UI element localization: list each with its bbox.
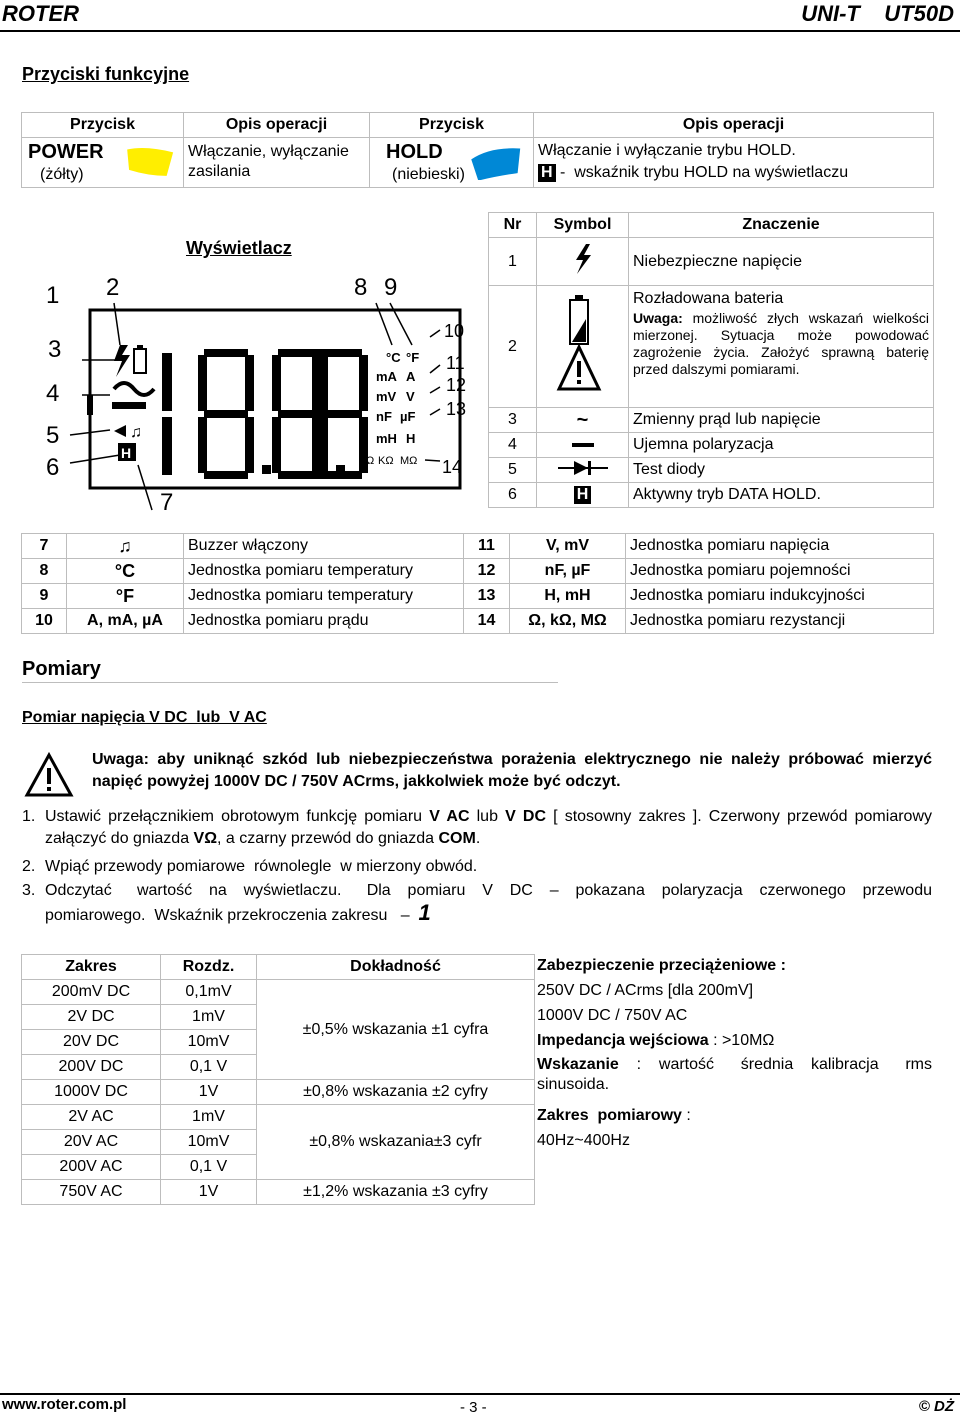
svg-text:°F: °F bbox=[406, 350, 420, 365]
protection-block bbox=[537, 955, 937, 1155]
impedance-line bbox=[537, 1030, 932, 1055]
table-cell: 5 bbox=[489, 458, 537, 483]
table-cell: 0,1mV bbox=[161, 980, 257, 1005]
table-cell: 6 bbox=[489, 483, 537, 508]
yellow-button-icon bbox=[122, 146, 178, 178]
power-button-color: (żółty) bbox=[40, 166, 84, 183]
text: lub bbox=[469, 808, 506, 825]
battery-warning-icons bbox=[537, 286, 629, 408]
text: COM bbox=[438, 830, 476, 847]
col-header: Rozdz. bbox=[161, 955, 257, 980]
table-cell: nF, µF bbox=[510, 559, 626, 584]
measurements-title: Pomiary bbox=[22, 658, 101, 680]
table-cell: 750V AC bbox=[22, 1180, 161, 1205]
svg-text:mH: mH bbox=[376, 431, 397, 446]
table-cell: Jednostka pomiaru temperatury bbox=[184, 584, 464, 609]
protection-line: 1000V DC / 750V AC bbox=[537, 1007, 688, 1024]
svg-text:A: A bbox=[406, 369, 416, 384]
svg-text:MΩ: MΩ bbox=[400, 455, 418, 467]
table-cell: 4 bbox=[489, 433, 537, 458]
text: Impedancja wejściowa bbox=[537, 1032, 709, 1049]
table-cell: H, mH bbox=[510, 584, 626, 609]
power-button-name: POWER bbox=[28, 141, 104, 163]
battery-meaning: Rozładowana bateria bbox=[633, 290, 784, 307]
table-cell: 200V AC bbox=[22, 1155, 161, 1180]
table-cell: 10mV bbox=[161, 1030, 257, 1055]
table-cell: Test diody bbox=[629, 458, 934, 483]
hold-h-icon: H bbox=[538, 164, 556, 182]
table-cell: 0,1 V bbox=[161, 1155, 257, 1180]
hold-desc-cell bbox=[534, 138, 934, 188]
overrange-indicator: 1 bbox=[418, 900, 431, 925]
svg-text:V: V bbox=[406, 389, 415, 404]
table-cell: Jednostka pomiaru napięcia bbox=[626, 534, 934, 559]
hold-button-color: (niebieski) bbox=[392, 166, 465, 183]
text: Wskazanie bbox=[537, 1056, 619, 1073]
divider bbox=[22, 682, 558, 683]
svg-text:8: 8 bbox=[354, 274, 368, 301]
col-header: Nr bbox=[489, 213, 537, 238]
table-cell: 1 bbox=[489, 238, 537, 286]
table-cell: 2 bbox=[489, 286, 537, 408]
battery-warning bbox=[633, 310, 929, 378]
table-cell: Niebezpieczne napięcie bbox=[629, 238, 934, 286]
table-cell: 0,1 V bbox=[161, 1055, 257, 1080]
table-cell: ±1,2% wskazania ±3 cyfry bbox=[257, 1180, 535, 1205]
blue-button-icon bbox=[466, 146, 526, 180]
diode-icon bbox=[537, 458, 629, 483]
text: Zakres pomiarowy bbox=[537, 1107, 682, 1124]
celsius-icon: °C bbox=[67, 559, 184, 584]
table-cell: 9 bbox=[22, 584, 67, 609]
lcd-hold-marker: H bbox=[121, 445, 132, 461]
svg-text:2: 2 bbox=[106, 274, 120, 301]
table-cell: Zmienny prąd lub napięcie bbox=[629, 408, 934, 433]
step-3-number: 3. bbox=[22, 882, 36, 899]
text: : bbox=[681, 1107, 691, 1124]
range-table bbox=[21, 954, 535, 1205]
svg-text:Ω: Ω bbox=[366, 455, 375, 467]
table-row bbox=[22, 980, 535, 1005]
warning-icon bbox=[24, 752, 74, 798]
table-cell: Buzzer włączony bbox=[184, 534, 464, 559]
table-cell: Jednostka pomiaru indukcyjności bbox=[626, 584, 934, 609]
text: Odczytać wartość na wyświetlaczu. Dla pomiaru V DC – pokazana polaryzacja czerwonego przewodu pomiarowego. Wskaźnik przekroczenia zakresu – bbox=[45, 882, 937, 924]
table-row bbox=[22, 584, 934, 609]
step-number: 1. bbox=[22, 808, 36, 825]
battery-icon bbox=[553, 289, 613, 399]
table-cell: 14 bbox=[464, 609, 510, 634]
col-header: Opis operacji bbox=[534, 113, 934, 138]
text: Ustawić przełącznikiem obrotowym funkcję pomiaru bbox=[45, 808, 430, 825]
warning-label: Uwaga: bbox=[633, 310, 683, 326]
step-1-text bbox=[45, 806, 932, 850]
table-cell: 10mV bbox=[161, 1130, 257, 1155]
table-cell: 20V DC bbox=[22, 1030, 161, 1055]
table-cell: 20V AC bbox=[22, 1130, 161, 1155]
table-cell: 11 bbox=[464, 534, 510, 559]
svg-text:µF: µF bbox=[400, 409, 416, 424]
col-header: Dokładność bbox=[257, 955, 535, 980]
col-header: Przycisk bbox=[22, 113, 184, 138]
text: : >10MΩ bbox=[708, 1032, 775, 1049]
text: [ stosowny zakres ]. Czerwony przewód pomiarowy załączyć do gniazda bbox=[45, 808, 932, 847]
svg-text:♫: ♫ bbox=[130, 424, 142, 441]
svg-text:3: 3 bbox=[48, 336, 62, 363]
table-cell: 7 bbox=[22, 534, 67, 559]
power-desc: Włączanie, wyłączanie zasilania bbox=[184, 138, 370, 188]
text: V DC bbox=[505, 808, 547, 825]
footer-page-number: - 3 - bbox=[460, 1399, 487, 1416]
warning-text: Uwaga: aby uniknąć szkód lub niebezpieczeństwa porażenia elektrycznego nie należy próbować mierzyć napięć powyżej 1000V DC / 750V ACrms, jakkolwiek może być odczyt. bbox=[92, 751, 932, 790]
hold-cell bbox=[370, 138, 534, 188]
table-cell: Ω, kΩ, MΩ bbox=[510, 609, 626, 634]
freq-range-value: 40Hz~400Hz bbox=[537, 1132, 630, 1149]
warning-text: możliwość złych wskazań wielkości mierzonej. Sytuacja może powodować zagrożenie życia. Założyć sprawną baterię przed dalszymi pomiarami. bbox=[633, 310, 929, 377]
table-cell: Jednostka pomiaru prądu bbox=[184, 609, 464, 634]
text: . bbox=[475, 830, 481, 847]
table-cell: Jednostka pomiaru temperatury bbox=[184, 559, 464, 584]
table-cell: 3 bbox=[489, 408, 537, 433]
table-cell: Jednostka pomiaru rezystancji bbox=[626, 609, 934, 634]
text: : wartość średnia kalibracja rms sinusoida. bbox=[537, 1056, 937, 1093]
table-cell: 1V bbox=[161, 1080, 257, 1105]
table-cell: 200V DC bbox=[22, 1055, 161, 1080]
table-cell: 2V DC bbox=[22, 1005, 161, 1030]
power-cell bbox=[22, 138, 184, 188]
table-cell: ±0,8% wskazania ±2 cyfry bbox=[257, 1080, 535, 1105]
text: , a czarny przewód do gniazda bbox=[217, 830, 439, 847]
ac-icon: ~ bbox=[537, 408, 629, 433]
svg-text:1: 1 bbox=[46, 282, 60, 309]
svg-text:4: 4 bbox=[46, 380, 60, 407]
hold-desc-line1: Włączanie i wyłączanie trybu HOLD. bbox=[538, 142, 796, 159]
buttons-table bbox=[21, 112, 934, 188]
table-cell: Jednostka pomiaru pojemności bbox=[626, 559, 934, 584]
header-brand: ROTER bbox=[2, 1, 79, 26]
lcd-display-diagram bbox=[30, 265, 470, 525]
hold-desc-line2 bbox=[538, 162, 929, 184]
header-model: UNI-T UT50D bbox=[801, 1, 954, 26]
freq-range-line bbox=[537, 1105, 932, 1130]
table-cell: 1V bbox=[161, 1180, 257, 1205]
text: V AC bbox=[429, 808, 470, 825]
table-row bbox=[22, 1180, 535, 1205]
hold-desc-text: - wskaźnik trybu HOLD na wyświetlaczu bbox=[560, 164, 849, 181]
symbol-table bbox=[488, 212, 934, 508]
table-cell: 1000V DC bbox=[22, 1080, 161, 1105]
table-cell: 2V AC bbox=[22, 1105, 161, 1130]
table-cell: A, mA, µA bbox=[67, 609, 184, 634]
table-row bbox=[22, 559, 934, 584]
footer-url[interactable]: www.roter.com.pl bbox=[2, 1396, 127, 1413]
step-2-number: 2. bbox=[22, 858, 36, 875]
hold-button-name: HOLD bbox=[386, 141, 443, 163]
step-2-text: Wpiąć przewody pomiarowe równolegle w mierzony obwód. bbox=[45, 858, 478, 875]
table-cell: ±0,8% wskazania±3 cyfr bbox=[257, 1105, 535, 1180]
table-cell: 1mV bbox=[161, 1005, 257, 1030]
table-row bbox=[22, 534, 934, 559]
svg-text:mV: mV bbox=[376, 389, 397, 404]
table-cell: 200mV DC bbox=[22, 980, 161, 1005]
table-cell: 8 bbox=[22, 559, 67, 584]
svg-text:°C: °C bbox=[386, 350, 401, 365]
svg-text:mA: mA bbox=[376, 369, 397, 384]
svg-text:KΩ: KΩ bbox=[378, 455, 394, 467]
header-divider bbox=[0, 30, 960, 32]
col-header: Przycisk bbox=[370, 113, 534, 138]
fahrenheit-icon: °F bbox=[67, 584, 184, 609]
protection-line: 250V DC / ACrms [dla 200mV] bbox=[537, 982, 754, 999]
table-cell: 13 bbox=[464, 584, 510, 609]
table-cell: 12 bbox=[464, 559, 510, 584]
display-title: Wyświetlacz bbox=[186, 238, 292, 258]
table-cell: V, mV bbox=[510, 534, 626, 559]
table-row bbox=[22, 1080, 535, 1105]
indication-line bbox=[537, 1055, 937, 1105]
table-cell: Ujemna polaryzacja bbox=[629, 433, 934, 458]
svg-text:11: 11 bbox=[446, 353, 465, 373]
col-header: Symbol bbox=[537, 213, 629, 238]
footer-divider bbox=[0, 1393, 960, 1395]
table-cell: Aktywny tryb DATA HOLD. bbox=[629, 483, 934, 508]
section-title-buttons: Przyciski funkcyjne bbox=[22, 64, 190, 84]
table-row bbox=[22, 1105, 535, 1130]
units-table bbox=[21, 533, 934, 634]
col-header: Znaczenie bbox=[629, 213, 934, 238]
svg-text:9: 9 bbox=[384, 274, 398, 301]
text: VΩ bbox=[193, 830, 218, 847]
table-cell: 10 bbox=[22, 609, 67, 634]
svg-text:12: 12 bbox=[446, 375, 467, 395]
svg-text:13: 13 bbox=[446, 399, 467, 419]
svg-text:7: 7 bbox=[160, 489, 174, 516]
battery-meaning-cell bbox=[629, 286, 934, 408]
svg-text:5: 5 bbox=[46, 422, 60, 449]
buzzer-icon: ♫ bbox=[67, 534, 184, 559]
protection-title: Zabezpieczenie przeciążeniowe : bbox=[537, 957, 786, 974]
svg-text:10: 10 bbox=[444, 321, 465, 341]
hold-icon: H bbox=[537, 483, 629, 508]
footer-copyright: © DŻ bbox=[918, 1398, 954, 1415]
svg-text:14: 14 bbox=[442, 457, 463, 477]
table-cell: ±0,5% wskazania ±1 cyfra bbox=[257, 980, 535, 1080]
table-row bbox=[22, 609, 934, 634]
col-header: Zakres bbox=[22, 955, 161, 980]
high-voltage-icon bbox=[537, 238, 629, 286]
minus-icon bbox=[537, 433, 629, 458]
step-3-text bbox=[45, 880, 937, 927]
svg-text:nF: nF bbox=[376, 409, 392, 424]
svg-text:6: 6 bbox=[46, 454, 60, 481]
voltage-section-title: Pomiar napięcia V DC lub V AC bbox=[22, 709, 267, 726]
svg-text:H: H bbox=[406, 431, 416, 446]
col-header: Opis operacji bbox=[184, 113, 370, 138]
table-cell: 1mV bbox=[161, 1105, 257, 1130]
